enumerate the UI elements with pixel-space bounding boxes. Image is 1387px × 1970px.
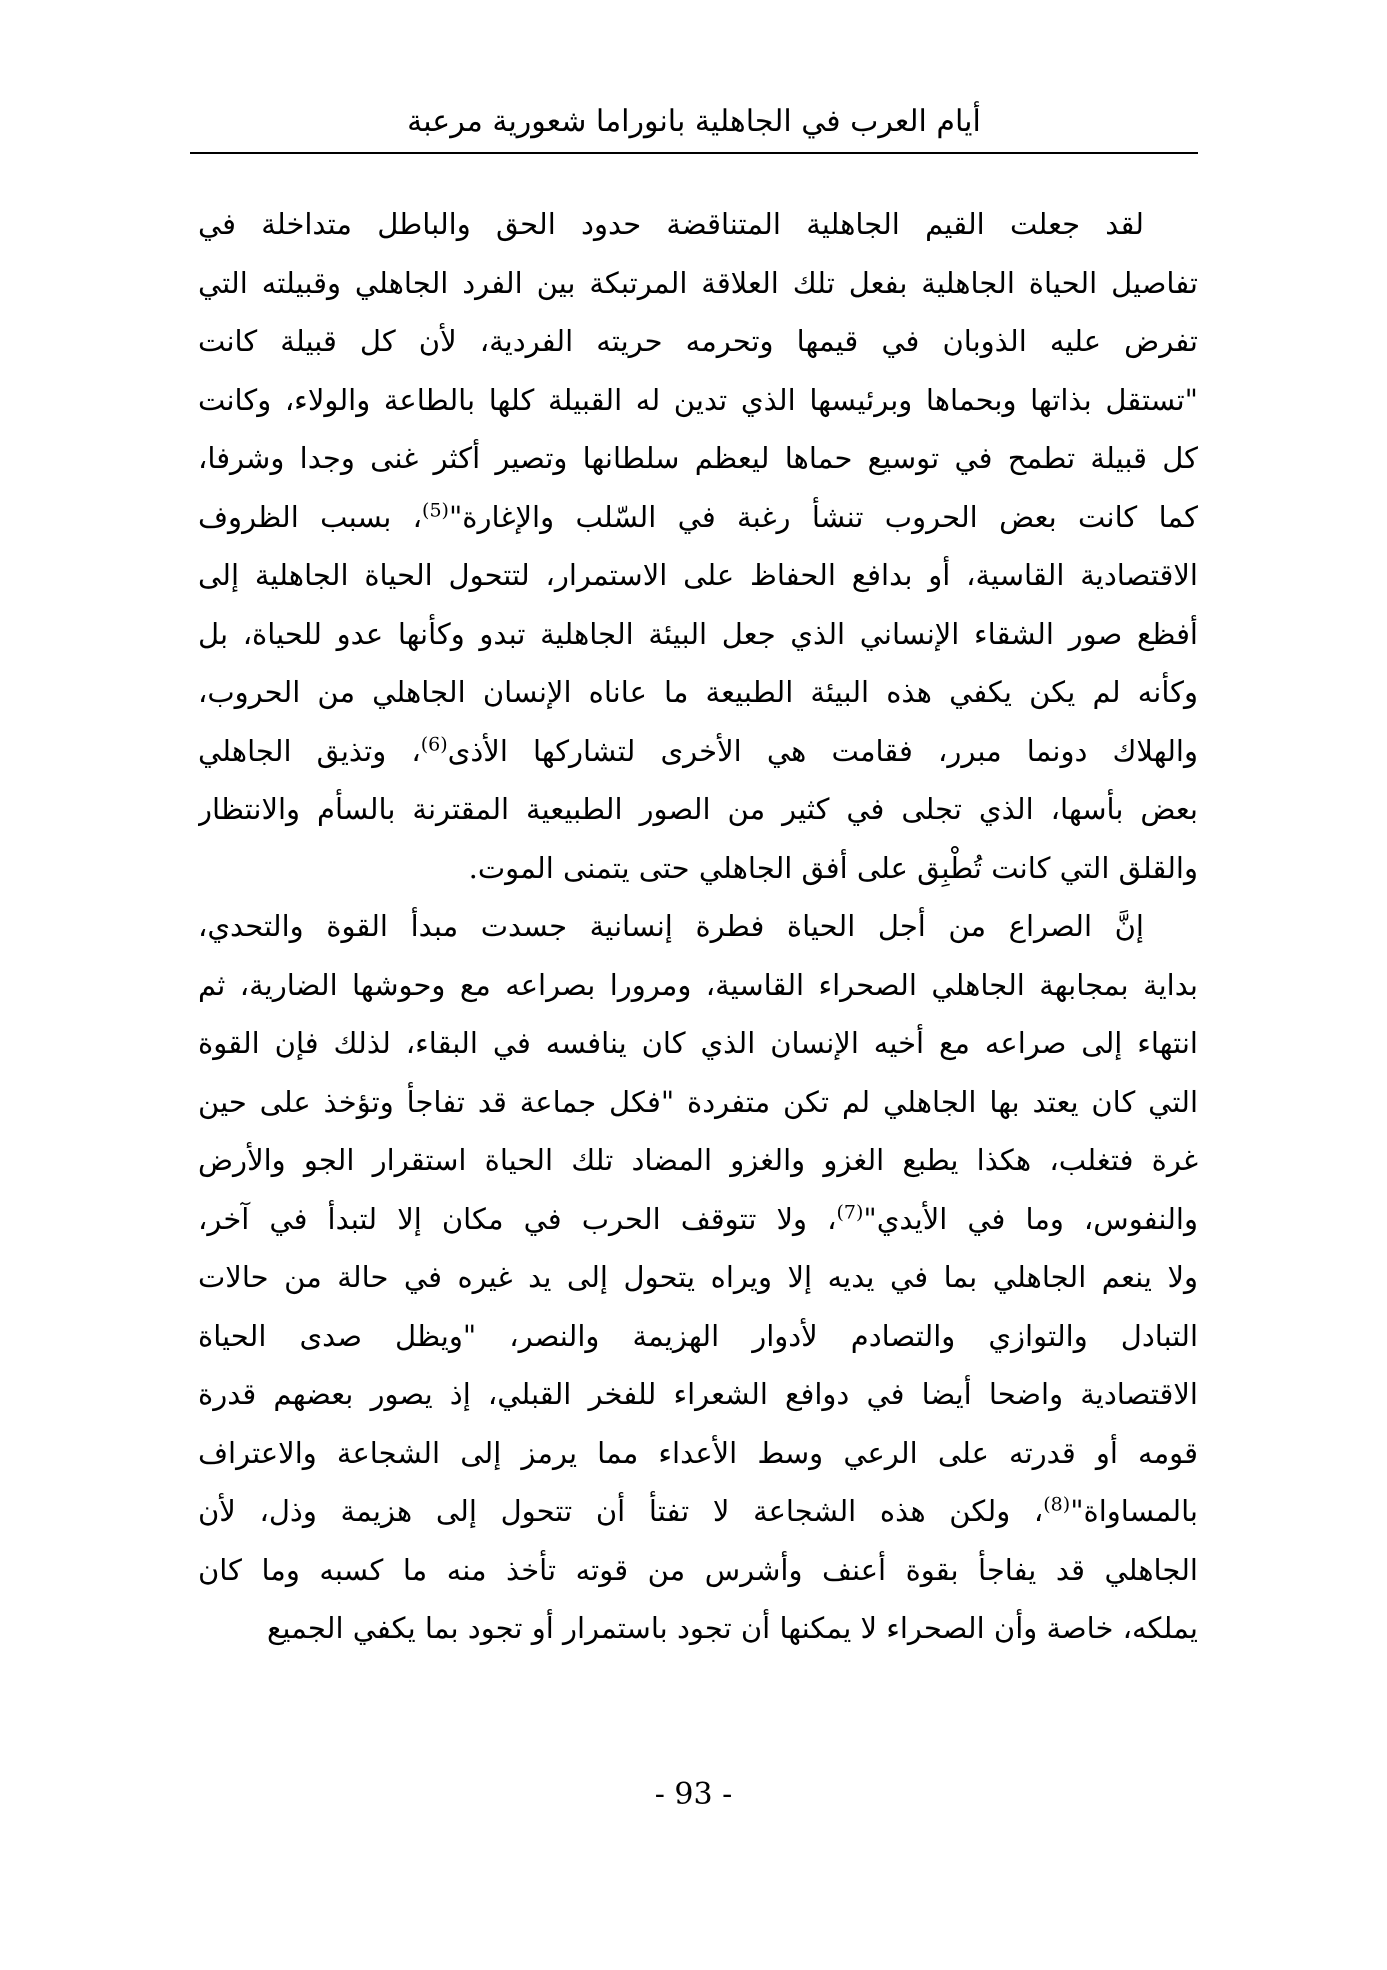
text-segment: ، ولا تتوقف الحرب في مكان إلا لتبدأ في آخر، (198, 1201, 837, 1236)
text-line (198, 1014, 1198, 1073)
text-segment: تفرض عليه الذوبان في قيمها وتحرمه حريته الفردية، لأن كل قبيلة كانت (198, 324, 1198, 358)
text-segment: بعض بأسها، الذي تجلى في كثير من الصور الطبيعية المقترنة بالسأم والانتظار (198, 792, 1198, 826)
text-segment: ولا ينعم الجاهلي بما في يديه إلا ويراه يتحول إلى يد غيره في حالة من حالات (198, 1260, 1198, 1294)
text-line (198, 663, 1198, 722)
text-line (198, 839, 1198, 898)
footnote-marker: (6) (420, 732, 448, 755)
text-line (198, 195, 1198, 254)
text-line (198, 956, 1198, 1015)
text-line (198, 722, 1198, 781)
text-segment: والنفوس، وما في الأيدي" (863, 1201, 1198, 1236)
text-segment: وكأنه لم يكن يكفي هذه البيئة الطبيعة ما عاناه الإنسان الجاهلي من الحروب، (198, 675, 1198, 709)
text-line (198, 1541, 1198, 1600)
text-segment: أفظع صور الشقاء الإنساني الذي جعل البيئة الجاهلية تبدو وكأنها عدو للحياة، بل (198, 616, 1198, 651)
text-line (198, 1365, 1198, 1424)
text-line (198, 1599, 1198, 1658)
body-text (198, 195, 1198, 1658)
text-line (198, 897, 1198, 956)
text-line (198, 1131, 1198, 1190)
text-line (198, 254, 1198, 313)
header-rule (190, 152, 1198, 154)
text-segment: تفاصيل الحياة الجاهلية بفعل تلك العلاقة المرتبكة بين الفرد الجاهلي وقبيلته التي (198, 265, 1198, 300)
running-header-title: أيام العرب في الجاهلية بانوراما شعورية مرعبة (407, 104, 981, 139)
text-line (198, 1248, 1198, 1307)
text-segment: ، وتذيق الجاهلي (198, 733, 421, 768)
text-line (198, 371, 1198, 430)
text-line (198, 429, 1198, 488)
page-number: - 93 - (654, 1777, 733, 1812)
text-segment: "تستقل بذاتها وبحماها وبرئيسها الذي تدين له القبيلة كلها بالطاعة والولاء، وكانت (198, 382, 1198, 417)
footnote-marker: (5) (422, 498, 449, 521)
text-line (198, 605, 1198, 664)
text-line (198, 1073, 1198, 1132)
text-segment: انتهاء إلى صراعه مع أخيه الإنسان الذي كان ينافسه في البقاء، لذلك فإن القوة (198, 1026, 1198, 1060)
text-segment: التي كان يعتد بها الجاهلي لم تكن متفردة "فكل جماعة قد تفاجأ وتؤخذ على حين (198, 1084, 1198, 1119)
text-segment: يملكه، خاصة وأن الصحراء لا يمكنها أن تجود باستمرار أو تجود بما يكفي الجميع (266, 1611, 1198, 1645)
text-segment: بالمساواة" (1070, 1494, 1198, 1528)
text-segment: إنَّ الصراع من أجل الحياة فطرة إنسانية جسدت مبدأ القوة والتحدي، (198, 909, 1144, 943)
text-segment: لقد جعلت القيم الجاهلية المتناقضة حدود الحق والباطل متداخلة في (198, 207, 1144, 241)
text-segment: والقلق التي كانت تُطْبِق على أفق الجاهلي حتى يتمنى الموت. (468, 850, 1198, 885)
text-segment: بداية بمجابهة الجاهلي الصحراء القاسية، ومرورا بصراعه مع وحوشها الضارية، ثم (198, 967, 1198, 1002)
text-segment: ، ولكن هذه الشجاعة لا تفتأ أن تتحول إلى هزيمة وذل، لأن (198, 1494, 1044, 1528)
footnote-marker: (7) (836, 1200, 864, 1223)
text-segment: كل قبيلة تطمح في توسيع حماها ليعظم سلطانها وتصير أكثر غنى وجدا وشرفا، (198, 441, 1198, 475)
text-line (198, 488, 1198, 547)
text-line (198, 546, 1198, 605)
text-segment: غرة فتغلب، هكذا يطبع الغزو والغزو المضاد تلك الحياة استقرار الجو والأرض (198, 1143, 1198, 1177)
footnote-marker: (8) (1043, 1493, 1071, 1516)
text-segment: ، بسبب الظروف (198, 499, 423, 534)
text-segment: الاقتصادية واضحا أيضا في دوافع الشعراء للفخر القبلي، إذ يصور بعضهم قدرة (198, 1377, 1198, 1411)
text-line (198, 1424, 1198, 1483)
text-segment: كما كانت بعض الحروب تنشأ رغبة في السّلب والإغارة" (448, 499, 1198, 534)
text-line (198, 1190, 1198, 1249)
text-segment: الاقتصادية القاسية، أو بدافع الحفاظ على الاستمرار، لتتحول الحياة الجاهلية إلى (198, 558, 1198, 592)
text-line (198, 1307, 1198, 1366)
text-segment: التبادل والتوازي والتصادم لأدوار الهزيمة والنصر، "ويظل صدى الحياة (198, 1318, 1198, 1353)
text-line (198, 1482, 1198, 1541)
text-segment: الجاهلي قد يفاجأ بقوة أعنف وأشرس من قوته تأخذ منه ما كسبه وما كان (198, 1552, 1198, 1587)
text-line (198, 312, 1198, 371)
text-segment: والهلاك دونما مبرر، فقامت هي الأخرى لتشاركها الأذى (447, 733, 1198, 768)
text-line (198, 780, 1198, 839)
text-segment: قومه أو قدرته على الرعي وسط الأعداء مما يرمز إلى الشجاعة والاعتراف (198, 1435, 1198, 1470)
